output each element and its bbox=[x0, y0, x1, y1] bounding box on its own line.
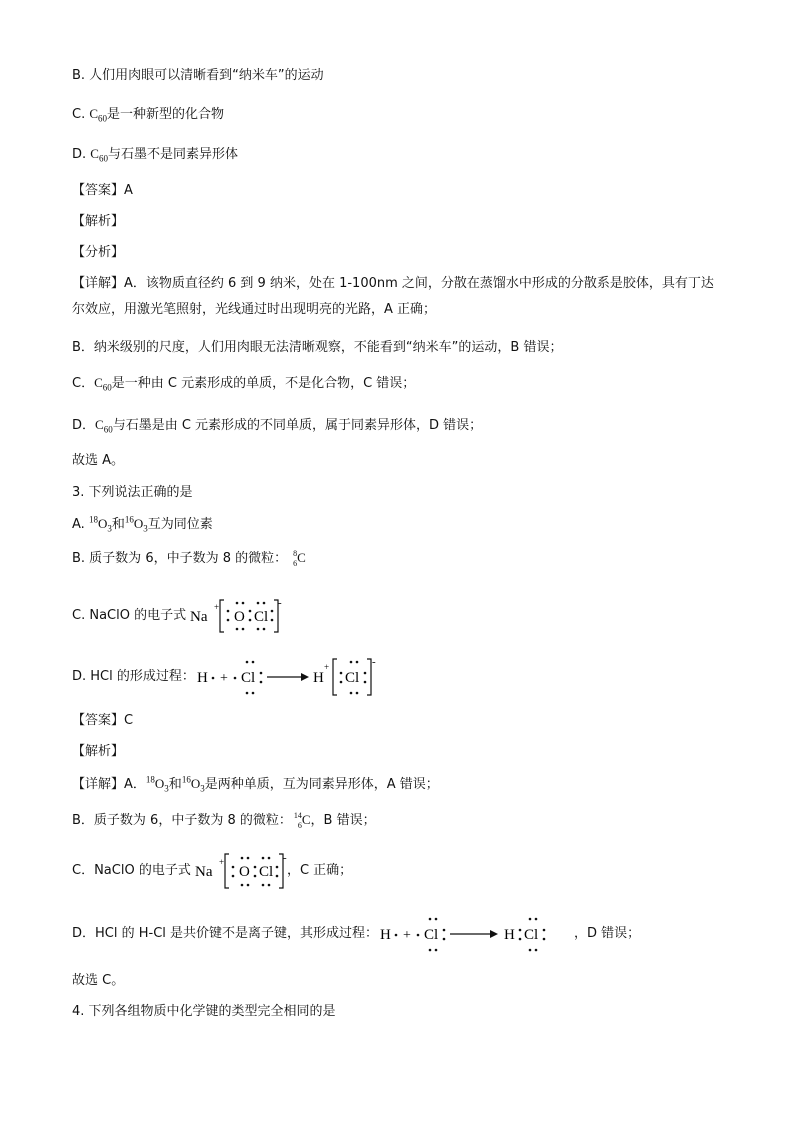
q2-option-b: B. 人们用肉眼可以清晰看到“纳米车”的运动 bbox=[72, 68, 324, 83]
q2-conclusion: 故选 A。 bbox=[72, 453, 125, 468]
svg-text:-: - bbox=[282, 852, 287, 864]
q2-fenxi-heading: 【分析】 bbox=[72, 245, 125, 260]
q3-detail-d: D．HCl 的 H-Cl 是共价键不是离子键，其形成过程： H + Cl H Cl ，D 错误； bbox=[72, 913, 640, 955]
q2-detail-d: D．$C_{60}$与石墨是由 C 元素形成的不同单质，属于同素异形体，D 错误； bbox=[72, 417, 483, 435]
q2-detail-a: 【详解】A．该物质直径约 6 到 9 纳米，处在 1-100nm 之间，分散在蒸馏水中形成的分散系是胶体，具有丁达尔效应，用激光笔照射，光线通过时出现明亮的光路，A 正确； bbox=[72, 276, 714, 317]
na-symbol: Na bbox=[190, 609, 208, 625]
c60-formula: $C_{60}$ bbox=[89, 106, 108, 124]
svg-text:Cl: Cl bbox=[524, 927, 539, 943]
q3-option-b: B. 质子数为 6，中子数为 8 的微粒： 8 6 C bbox=[72, 548, 306, 568]
q3-detail-a: 【详解】A．$^{18}O_3$和$^{16}O_3$是两种单质，互为同素异形体，A 错误； bbox=[72, 774, 439, 794]
naclo-electron-formula bbox=[190, 596, 282, 636]
q2-detail-c: C．$C_{60}$是一种由 C 元素形成的单质，不是化合物，C 错误； bbox=[72, 375, 416, 393]
nuclide-notation: 8 6 bbox=[293, 548, 298, 568]
q3-detail-c: C．NaClO 的电子式 Na + O Cl - ，C 正确； bbox=[72, 850, 352, 892]
svg-text:-: - bbox=[371, 656, 376, 668]
q3-detail-b: B．质子数为 6，中子数为 8 的微粒： 14 6 C，B 错误； bbox=[72, 810, 376, 830]
svg-text:Cl: Cl bbox=[258, 864, 274, 880]
svg-text:+: + bbox=[323, 662, 329, 672]
minus-charge: - bbox=[278, 597, 282, 609]
q3-analysis-heading: 【解析】 bbox=[72, 744, 125, 759]
c60-formula: $C_{60}$ bbox=[90, 146, 108, 164]
q3-option-d: D. HCl 的形成过程： H + Cl H + Cl - bbox=[72, 656, 405, 698]
q3-answer: 【答案】C bbox=[72, 713, 134, 728]
svg-text:H: H bbox=[312, 670, 324, 686]
svg-text:+: + bbox=[218, 857, 225, 867]
o3-16-formula: $^{16}O_3$ bbox=[124, 514, 148, 534]
q2-option-c: C. $C_{60}$是一种新型的化合物 bbox=[72, 106, 225, 124]
c60-formula: $C_{60}$ bbox=[95, 417, 113, 435]
svg-text:Cl: Cl bbox=[424, 927, 439, 943]
svg-text:H: H bbox=[380, 927, 391, 943]
svg-text:H: H bbox=[504, 927, 515, 943]
q3-option-c: C. NaClO 的电子式 Na + O Cl - bbox=[72, 596, 282, 636]
naclo-electron-formula bbox=[195, 850, 287, 892]
q2-detail-b: B．纳米级别的尺度，人们用肉眼无法清晰观察，不能看到“纳米车”的运动，B 错误； bbox=[72, 340, 563, 355]
plus-charge: + bbox=[214, 602, 220, 612]
q2-answer: 【答案】A bbox=[72, 183, 133, 198]
cl-symbol: Cl bbox=[254, 609, 269, 625]
hcl-formation-process bbox=[195, 656, 405, 698]
q4-stem: 4. 下列各组物质中化学键的类型完全相同的是 bbox=[72, 1004, 336, 1019]
svg-text:Cl: Cl bbox=[344, 670, 360, 686]
bracket-left bbox=[220, 600, 224, 632]
q3-option-a: A. $^{18}O_3$和$^{16}O_3$互为同位素 bbox=[72, 514, 213, 534]
o-symbol: O bbox=[234, 609, 246, 625]
o3-18-formula: $^{18}O_3$ bbox=[88, 514, 112, 534]
c60-formula: $C_{60}$ bbox=[94, 375, 112, 393]
svg-text:O: O bbox=[238, 864, 250, 880]
svg-text:Na: Na bbox=[194, 864, 213, 880]
q3-conclusion: 故选 C。 bbox=[72, 973, 125, 988]
nuclide-notation: 14 6 bbox=[293, 810, 302, 830]
hcl-formation-process bbox=[378, 913, 574, 955]
svg-text:H: H bbox=[196, 670, 208, 686]
svg-text:Cl: Cl bbox=[240, 670, 256, 686]
q3-stem: 3. 下列说法正确的是 bbox=[72, 485, 193, 500]
svg-text:+: + bbox=[219, 671, 228, 686]
q2-option-d: D. $C_{60}$与石墨不是同素异形体 bbox=[72, 146, 238, 164]
q2-analysis-heading: 【解析】 bbox=[72, 214, 125, 229]
svg-text:+: + bbox=[403, 928, 411, 943]
